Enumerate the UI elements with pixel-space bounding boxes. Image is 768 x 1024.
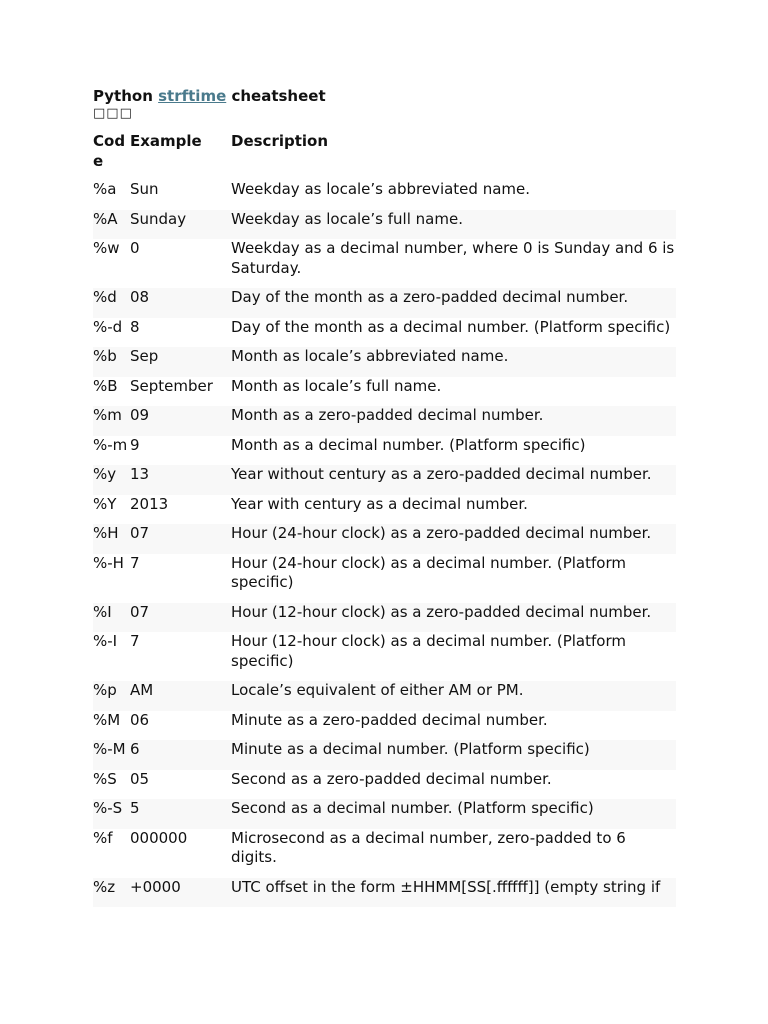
table-body <box>93 180 676 907</box>
description-cell: Month as a zero-padded decimal number. <box>231 406 676 436</box>
table-row <box>93 799 676 829</box>
description-cell: Month as locale’s full name. <box>231 376 442 395</box>
code-cell: %M <box>93 710 121 729</box>
example-cell: AM <box>130 681 231 711</box>
example-cell: 8 <box>130 317 140 336</box>
page-title <box>93 86 676 106</box>
table-row <box>93 603 676 633</box>
table-row <box>93 406 676 436</box>
description-cell: Weekday as locale’s abbreviated name. <box>231 180 531 198</box>
description-cell: Second as a decimal number. (Platform specific) <box>231 799 676 829</box>
table-row <box>93 495 676 525</box>
example-cell: 7 <box>130 632 140 650</box>
title-suffix: cheatsheet <box>226 87 326 105</box>
code-cell: %-d <box>93 317 123 336</box>
table-header-row <box>93 132 676 180</box>
code-cell: %a <box>93 180 117 198</box>
description-cell: Second as a zero-padded decimal number. <box>231 769 552 788</box>
table-row <box>93 681 676 711</box>
table-row <box>93 318 676 348</box>
example-cell: 09 <box>130 406 231 436</box>
table-row <box>93 878 676 908</box>
code-cell: %w <box>93 239 120 257</box>
example-cell: 05 <box>130 769 150 788</box>
description-cell: Month as locale’s abbreviated name. <box>231 347 676 377</box>
strftime-link[interactable]: strftime <box>158 87 227 105</box>
code-cell: %y <box>93 465 130 495</box>
table-row <box>93 524 676 554</box>
description-cell: Month as a decimal number. (Platform specific) <box>231 435 586 454</box>
example-cell: +0000 <box>130 878 231 908</box>
code-cell: %B <box>93 376 118 395</box>
description-cell: Minute as a decimal number. (Platform specific) <box>231 740 676 770</box>
table-row <box>93 465 676 495</box>
code-cell: %I <box>93 603 130 633</box>
example-cell: Sun <box>130 180 159 198</box>
code-cell: %-H <box>93 553 124 572</box>
strftime-table <box>93 132 676 907</box>
example-cell: 07 <box>130 524 231 554</box>
table-row <box>93 770 676 800</box>
table-row <box>93 288 676 318</box>
example-cell: 06 <box>130 710 150 729</box>
code-cell: %-m <box>93 435 128 454</box>
code-cell: %m <box>93 406 130 436</box>
description-cell: Hour (12-hour clock) as a decimal number. (Platform specific) <box>231 632 626 670</box>
table-row <box>93 347 676 377</box>
table-row <box>93 829 676 878</box>
description-cell: Hour (12-hour clock) as a zero-padded decimal number. <box>231 603 676 633</box>
example-cell: Sep <box>130 347 231 377</box>
example-cell: 08 <box>130 288 231 318</box>
example-cell: 07 <box>130 603 231 633</box>
table-row <box>93 740 676 770</box>
title-prefix: Python <box>93 87 159 105</box>
description-cell: Day of the month as a zero-padded decimal number. <box>231 288 676 318</box>
description-cell: Locale’s equivalent of either AM or PM. <box>231 681 676 711</box>
example-cell: Sunday <box>130 210 231 240</box>
example-cell: 5 <box>130 799 231 829</box>
code-cell: %H <box>93 524 130 554</box>
code-cell: %p <box>93 681 130 711</box>
table-row <box>93 180 676 210</box>
description-cell: Year with century as a decimal number. <box>231 494 528 513</box>
example-cell: 6 <box>130 740 231 770</box>
table-row <box>93 711 676 741</box>
description-cell: Year without century as a zero-padded decimal number. <box>231 465 676 495</box>
code-cell: %Y <box>93 494 117 513</box>
code-cell: %f <box>93 828 113 847</box>
code-cell: %-M <box>93 740 130 770</box>
table-row <box>93 210 676 240</box>
table-row <box>93 632 676 681</box>
missing-glyphs-text: □□□ <box>93 106 133 121</box>
table-row <box>93 436 676 466</box>
example-cell: 000000 <box>130 828 188 847</box>
code-cell: %S <box>93 769 117 788</box>
code-cell: %-S <box>93 799 130 829</box>
description-cell: Hour (24-hour clock) as a zero-padded decimal number. <box>231 524 676 554</box>
example-cell: 9 <box>130 435 140 454</box>
header-code: Code <box>93 132 126 170</box>
table-row <box>93 239 676 288</box>
example-cell: 2013 <box>130 494 169 513</box>
description-cell: Minute as a zero-padded decimal number. <box>231 710 548 729</box>
code-cell: %-I <box>93 632 118 650</box>
description-cell: Weekday as locale’s full name. <box>231 210 676 240</box>
code-cell: %A <box>93 210 130 240</box>
code-cell: %z <box>93 878 130 908</box>
description-cell: Hour (24-hour clock) as a decimal number. (Platform specific) <box>231 553 626 591</box>
description-cell: Weekday as a decimal number, where 0 is Sunday and 6 is Saturday. <box>231 239 675 277</box>
example-cell: 7 <box>130 553 140 572</box>
code-cell: %d <box>93 288 130 318</box>
table-row <box>93 377 676 407</box>
code-cell: %b <box>93 347 130 377</box>
table-row <box>93 554 676 603</box>
example-cell: 0 <box>130 239 140 257</box>
description-cell: UTC offset in the form ±HHMM[SS[.ffffff]] (empty string if <box>231 878 676 908</box>
header-example: Example <box>130 132 202 150</box>
description-cell: Microsecond as a decimal number, zero-padded to 6 digits. <box>231 828 626 866</box>
example-cell: September <box>130 376 213 395</box>
header-description: Description <box>231 132 329 150</box>
example-cell: 13 <box>130 465 231 495</box>
description-cell: Day of the month as a decimal number. (Platform specific) <box>231 317 671 336</box>
